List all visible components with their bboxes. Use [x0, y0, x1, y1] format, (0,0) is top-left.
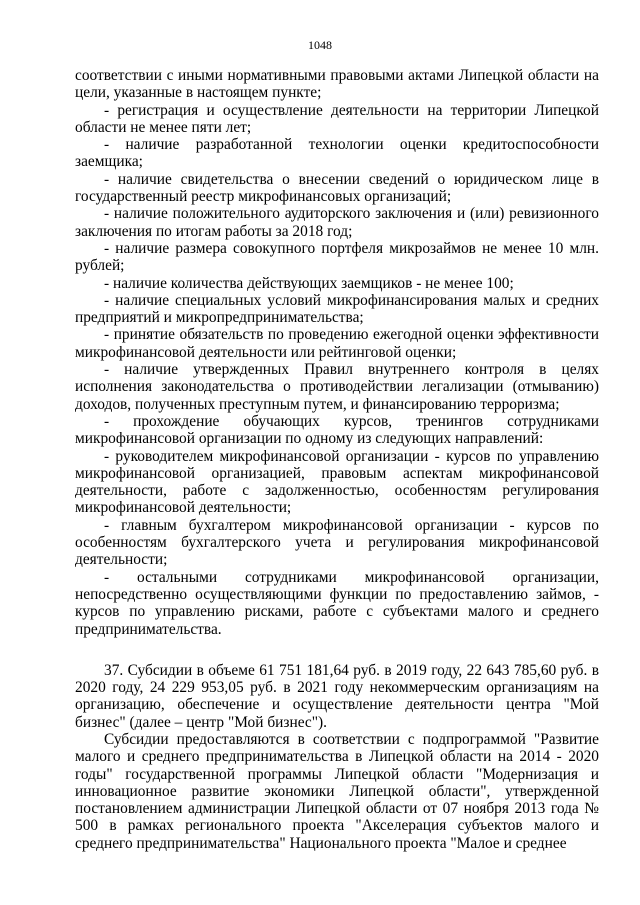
list-item-registration: - регистрация и осуществление деятельности на территории Липецкой области не менее пяти лет;: [75, 101, 599, 136]
list-item-portfolio-size: - наличие размера совокупного портфеля микрозаймов не менее 10 млн. рублей;: [75, 239, 599, 275]
page-number: 1048: [308, 38, 332, 52]
list-item-training-staff: - остальными сотрудниками микрофинансовой организации, непосредственно осуществляющими функции по предоставлению займов, - курсов по управлению рисками, работе с субъектами малого и среднего предпринимательства.: [75, 568, 599, 638]
document-body: [75, 67, 599, 852]
paragraph-continuation: соответствии с иными нормативными правовыми актами Липецкой области на цели, указанные в настоящем пункте;: [75, 67, 599, 102]
list-item-training-accountant: - главным бухгалтером микрофинансовой организации - курсов по особенностям бухгалтерского учета и регулирования микрофинансовой деятельности;: [75, 516, 599, 569]
list-item-annual-evaluation: - принятие обязательств по проведению ежегодной оценки эффективности микрофинансовой деятельности или рейтинговой оценки;: [75, 326, 599, 361]
list-item-training: - прохождение обучающих курсов, тренингов сотрудниками микрофинансовой организации по одному из следующих направлений:: [75, 412, 599, 448]
paragraph-subsidy-basis: Субсидии предоставляются в соответствии с подпрограммой "Развитие малого и среднего предпринимательства в Липецкой области на 2014 - 2020 годы" государственной программы Липецкой области "Модернизация и инновационное развитие экономики Липецкой области", утвержденной постановлением администрации Липецкой области от 07 ноября 2013 года № 500 в рамках регионального проекта "Акселерация субъектов малого и среднего предпринимательства" Национального проекта "Малое и среднее: [75, 730, 599, 852]
list-item-borrowers-count: - наличие количества действующих заемщиков - не менее 100;: [104, 274, 514, 292]
list-item-internal-control: - наличие утвержденных Правил внутреннего контроля в целях исполнения законодательства о противодействии легализации (отмыванию) доходов, полученных преступным путем, и финансированию терроризма;: [75, 361, 599, 413]
clause-37: 37. Субсидии в объеме 61 751 181,64 руб. в 2019 году, 22 643 785,60 руб. в 2020 году, 24 229 953,05 руб. в 2021 году некоммерческим организациям на организацию, обеспечение и осуществление деятельности центра "Мой бизнес" (далее – центр "Мой бизнес").: [75, 661, 599, 731]
list-item-registry-certificate: - наличие свидетельства о внесении сведений о юридическом лице в государственный реестр микрофинансовых организаций;: [75, 170, 599, 206]
paragraph-gap: [75, 638, 599, 662]
list-item-special-conditions: - наличие специальных условий микрофинансирования малых и средних предприятий и микропредпринимательства;: [75, 291, 599, 327]
list-item-credit-technology: - наличие разработанной технологии оценки кредитоспособности заемщика;: [75, 136, 599, 171]
list-item-training-director: - руководителем микрофинансовой организации - курсов по управлению микрофинансовой организацией, правовым аспектам микрофинансовой деятельности, работе с задолженностью, особенностям регулирования микрофинансовой деятельности;: [75, 447, 599, 517]
list-item-audit-report: - наличие положительного аудиторского заключения и (или) ревизионного заключения по итогам работы за 2018 год;: [75, 205, 599, 240]
